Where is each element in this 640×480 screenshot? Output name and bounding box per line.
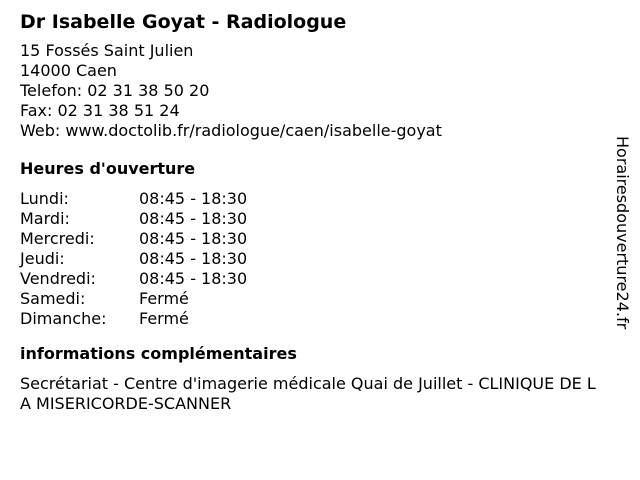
address-block	[20, 41, 600, 141]
website: Web: www.doctolib.fr/radiologue/caen/isabelle-goyat	[20, 121, 442, 140]
fax-number: Fax: 02 31 38 51 24	[20, 101, 180, 120]
time-value: 08:45 - 18:30	[139, 249, 248, 268]
time-value: Fermé	[139, 289, 189, 308]
site-watermark: Horairesdouverture24.fr	[613, 136, 632, 330]
day-label: Jeudi:	[20, 249, 65, 268]
opening-hours-table	[20, 189, 600, 329]
day-label: Lundi:	[20, 189, 69, 208]
hours-row	[20, 269, 600, 289]
day-label: Dimanche:	[20, 309, 107, 328]
hours-row	[20, 289, 600, 309]
time-value: 08:45 - 18:30	[139, 189, 248, 208]
business-card	[20, 8, 600, 414]
time-value: 08:45 - 18:30	[139, 269, 248, 288]
hours-row	[20, 249, 600, 269]
street-address: 15 Fossés Saint Julien	[20, 41, 194, 60]
hours-row	[20, 229, 600, 249]
opening-hours-heading: Heures d'ouverture	[20, 159, 196, 178]
hours-row	[20, 189, 600, 209]
city-postcode: 14000 Caen	[20, 61, 117, 80]
day-label: Mercredi:	[20, 229, 95, 248]
time-value: 08:45 - 18:30	[139, 229, 248, 248]
hours-row	[20, 309, 600, 329]
additional-info-heading: informations complémentaires	[20, 344, 297, 363]
time-value: 08:45 - 18:30	[139, 209, 248, 228]
time-value: Fermé	[139, 309, 189, 328]
hours-row	[20, 209, 600, 229]
day-label: Mardi:	[20, 209, 70, 228]
additional-info-text: Secrétariat - Centre d'imagerie médicale Quai de Juillet - CLINIQUE DE LA MISERICORDE-SCANNER	[20, 374, 596, 413]
day-label: Samedi:	[20, 289, 86, 308]
phone-number: Telefon: 02 31 38 50 20	[20, 81, 210, 100]
day-label: Vendredi:	[20, 269, 96, 288]
page-title: Dr Isabelle Goyat - Radiologue	[20, 11, 347, 33]
